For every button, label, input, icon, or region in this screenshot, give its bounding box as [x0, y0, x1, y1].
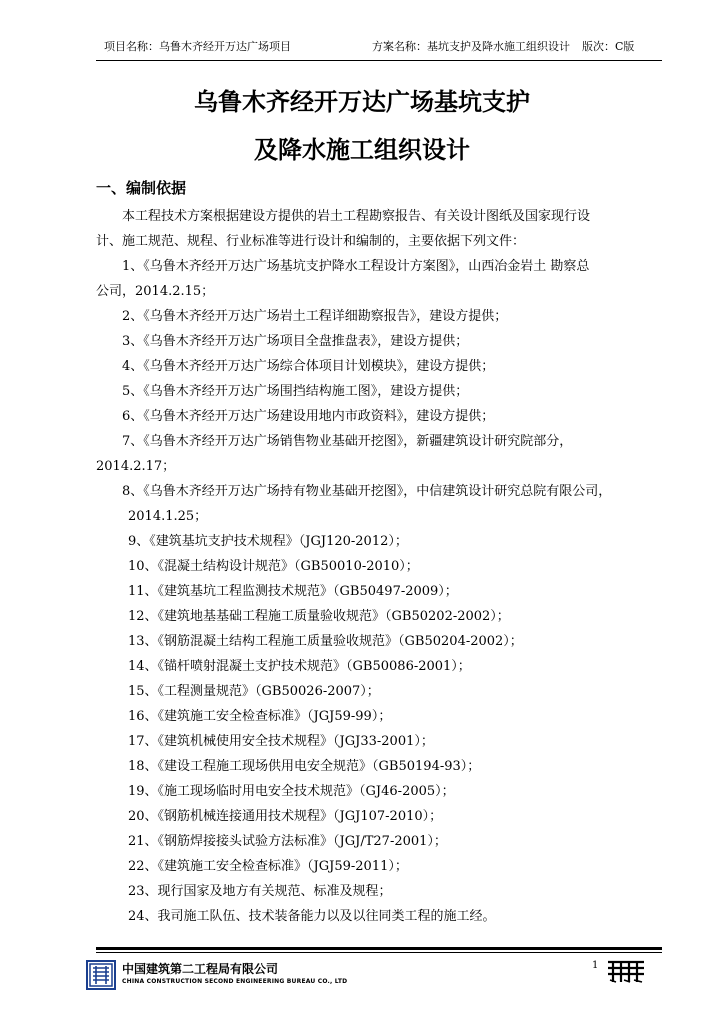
document-title-line-2: 及降水施工组织设计 — [254, 136, 470, 164]
list-item: 7、《乌鲁木齐经开万达广场销售物业基础开挖图》，新疆建筑设计研究院部分， — [122, 434, 573, 449]
list-item-continued: 公司，2014.2.15； — [96, 284, 215, 299]
company-name-en: CHINA CONSTRUCTION SECOND ENGINEERING BUREAU CO., LTD — [122, 978, 348, 985]
list-item: 21、《钢筋焊接接头试验方法标准》（JGJ/T27-2001）； — [128, 834, 447, 849]
version-label: 版次：C版 — [582, 40, 635, 53]
section-heading: 一、编制依据 — [96, 179, 187, 197]
header-divider — [96, 60, 662, 61]
list-item: 1、《乌鲁木齐经开万达广场基坑支护降水工程设计方案图》，山西冶金岩土 勘察总 — [122, 259, 590, 274]
page-header — [96, 40, 662, 58]
list-item: 18、《建设工程施工现场供用电安全规范》（GB50194-93）； — [128, 759, 481, 774]
body-line: 计、施工规范、规程、行业标准等进行设计和编制的，主要依据下列文件： — [96, 234, 526, 249]
list-item: 22、《建筑施工安全检查标准》（JGJ59-2011）； — [128, 859, 408, 874]
list-item: 16、《建筑施工安全检查标准》（JGJ59-99）； — [128, 709, 392, 724]
list-item: 23、现行国家及地方有关规范、标准及规程； — [128, 884, 392, 899]
list-item: 6、《乌鲁木齐经开万达广场建设用地内市政资料》，建设方提供； — [122, 409, 495, 424]
document-title-line-1: 乌鲁木齐经开万达广场基坑支护 — [194, 88, 530, 116]
list-item-continued: 2014.2.17； — [96, 459, 176, 474]
project-name: 项目名称：乌鲁木齐经开万达广场项目 — [104, 40, 291, 53]
list-item: 11、《建筑基坑工程监测技术规范》（GB50497-2009）； — [128, 584, 458, 599]
list-item: 15、《工程测量规范》（GB50026-2007）； — [128, 684, 380, 699]
list-item: 2、《乌鲁木齐经开万达广场岩土工程详细勘察报告》，建设方提供； — [122, 309, 508, 324]
list-item: 19、《施工现场临时用电安全技术规范》（GJ46-2005）； — [128, 784, 455, 799]
list-item: 4、《乌鲁木齐经开万达广场综合体项目计划模块》，建设方提供； — [122, 359, 495, 374]
page-number: 1 — [592, 960, 599, 971]
list-item: 3、《乌鲁木齐经开万达广场项目全盘推盘表》，建设方提供； — [122, 334, 469, 349]
scheme-name: 方案名称：基坑支护及降水施工组织设计 — [372, 40, 570, 53]
list-item-continued: 2014.1.25； — [128, 509, 208, 524]
body-line: 本工程技术方案根据建设方提供的岩土工程勘察报告、有关设计图纸及国家现行设 — [122, 209, 591, 224]
cscec-logo-icon — [86, 960, 116, 990]
footer-divider-thin — [96, 952, 662, 953]
company-name-cn: 中国建筑第二工程局有限公司 — [122, 962, 279, 976]
list-item: 14、《锚杆喷射混凝土支护技术规范》（GB50086-2001）； — [128, 659, 471, 674]
list-item: 12、《建筑地基基础工程施工质量验收规范》（GB50202-2002）； — [128, 609, 510, 624]
footer-divider-thick — [96, 947, 662, 950]
list-item: 13、《钢筋混凝土结构工程施工质量验收规范》（GB50204-2002）； — [128, 634, 523, 649]
list-item: 8、《乌鲁木齐经开万达广场持有物业基础开挖图》，中信建筑设计研究总院有限公司， — [122, 484, 612, 499]
construction-mark-icon — [604, 958, 648, 984]
list-item: 10、《混凝土结构设计规范》（GB50010-2010）； — [128, 559, 419, 574]
list-item: 5、《乌鲁木齐经开万达广场围挡结构施工图》，建设方提供； — [122, 384, 469, 399]
list-item: 17、《建筑机械使用安全技术规程》（JGJ33-2001）； — [128, 734, 434, 749]
list-item: 24、我司施工队伍、技术装备能力以及以往同类工程的施工经。 — [128, 909, 496, 924]
list-item: 20、《钢筋机械连接通用技术规程》（JGJ107-2010）； — [128, 809, 443, 824]
list-item: 9、《建筑基坑支护技术规程》（JGJ120-2012）； — [128, 534, 408, 549]
